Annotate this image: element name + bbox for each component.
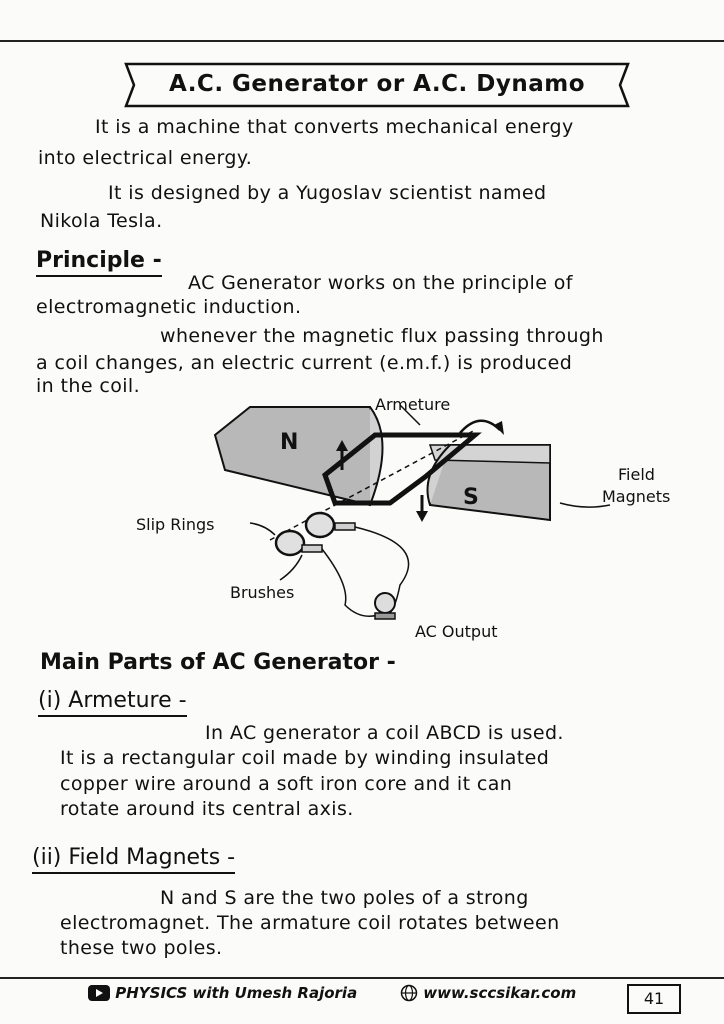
brush-1	[335, 523, 355, 530]
field-magnets-line-2: electromagnet. The armature coil rotates between	[60, 912, 560, 934]
bottom-rule	[0, 977, 724, 979]
page-title: A.C. Generator or A.C. Dynamo	[168, 71, 586, 97]
globe-icon	[400, 984, 418, 1002]
field-magnets-line-3: these two poles.	[60, 937, 223, 959]
field-magnets-heading	[32, 845, 235, 870]
footer-website-text: www.sccsikar.com	[423, 984, 577, 1002]
armature-line-2: It is a rectangular coil made by winding insulated	[60, 747, 550, 769]
principle-line-5: in the coil.	[36, 375, 141, 397]
ac-output-label: AC Output	[415, 622, 498, 641]
footer-channel-text: PHYSICS with Umesh Rajoria	[115, 984, 358, 1002]
slip-rings-label: Slip Rings	[136, 515, 215, 534]
youtube-icon	[88, 985, 110, 1001]
field-magnets-label-2: Magnets	[602, 487, 671, 506]
main-parts-heading: Main Parts of AC Generator -	[40, 650, 396, 675]
south-pole-label: S	[463, 485, 479, 510]
brush-2	[302, 545, 322, 552]
intro-line-2: into electrical energy.	[38, 147, 253, 169]
north-magnet-shape	[215, 407, 382, 505]
title-banner	[112, 60, 642, 110]
armature-line-1: In AC generator a coil ABCD is used.	[205, 722, 564, 744]
ac-generator-diagram	[130, 385, 700, 649]
page-number: 41	[627, 984, 681, 1014]
slip-ring-1	[306, 513, 334, 537]
principle-line-4: a coil changes, an electric current (e.m.f.) is produced	[36, 352, 573, 374]
armature-label: Armeture	[375, 395, 451, 414]
principle-heading	[36, 248, 162, 273]
principle-line-2: electromagnetic induction.	[36, 296, 302, 318]
armature-line-4: rotate around its central axis.	[60, 798, 354, 820]
generator-drawing	[130, 385, 700, 645]
intro-line-4: Nikola Tesla.	[40, 210, 163, 232]
principle-line-3: whenever the magnetic flux passing through	[160, 325, 604, 347]
field-magnets-label-1: Field	[618, 465, 655, 484]
armature-heading-text: (i) Armeture -	[38, 688, 187, 717]
top-rule	[0, 40, 724, 42]
footer-channel	[88, 984, 357, 1002]
slip-ring-2	[276, 531, 304, 555]
armature-heading	[38, 688, 187, 713]
field-magnets-heading-text: (ii) Field Magnets -	[32, 845, 235, 874]
footer-website	[400, 984, 576, 1002]
principle-heading-text: Principle -	[36, 248, 162, 277]
intro-line-1: It is a machine that converts mechanical energy	[95, 116, 574, 138]
intro-line-3: It is designed by a Yugoslav scientist named	[108, 182, 547, 204]
north-pole-label: N	[280, 430, 299, 455]
principle-line-1: AC Generator works on the principle of	[188, 272, 573, 294]
brushes-label: Brushes	[230, 583, 295, 602]
armature-line-3: copper wire around a soft iron core and it can	[60, 773, 513, 795]
ac-output-bulb	[375, 593, 395, 613]
field-magnets-line-1: N and S are the two poles of a strong	[160, 887, 529, 909]
